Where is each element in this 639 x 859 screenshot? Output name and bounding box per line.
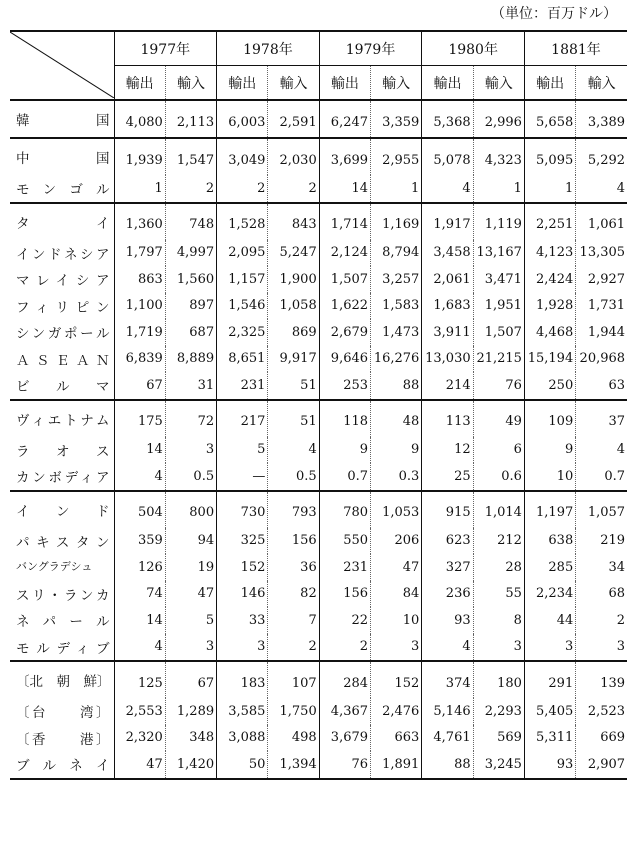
table-row [10,400,627,437]
import-header: 輸入 [268,66,319,101]
import-value: 1,560 [165,266,216,293]
export-value: 4,468 [524,319,575,346]
export-value: 118 [319,400,370,437]
export-value: 13,030 [422,346,473,373]
import-value: 1,944 [576,319,627,346]
year-header: 1978年 [217,31,320,66]
export-value: 1,939 [114,138,165,175]
export-value: 125 [114,661,165,698]
table-row [10,491,627,528]
import-value: 31 [165,372,216,400]
export-value: 2,061 [422,266,473,293]
export-value: 291 [524,661,575,698]
import-header: 輸入 [473,66,524,101]
table-row [10,319,627,346]
import-value: 3,245 [473,751,524,779]
import-value: 1,507 [473,319,524,346]
export-value: 231 [217,372,268,400]
table-row [10,346,627,373]
import-value: 21,215 [473,346,524,373]
import-value: 19 [165,554,216,581]
diagonal-line [10,32,114,98]
export-value: 15,194 [524,346,575,373]
import-value: 2,113 [165,100,216,138]
import-value: 8,794 [371,240,422,267]
corner-cell [10,31,114,100]
import-value: 51 [268,372,319,400]
import-value: 498 [268,725,319,752]
export-value: 5,311 [524,725,575,752]
export-value: 1,507 [319,266,370,293]
country-name: タ イ [10,203,114,240]
export-value: 109 [524,400,575,437]
import-value: 687 [165,319,216,346]
import-value: 2 [576,607,627,634]
export-value: 4 [114,463,165,491]
export-value: 33 [217,607,268,634]
import-value: 49 [473,400,524,437]
export-value: — [217,463,268,491]
export-value: 2,124 [319,240,370,267]
export-value: 3,585 [217,698,268,725]
export-value: 1,622 [319,293,370,320]
country-name: インドネシア [16,246,110,263]
export-value: 5,368 [422,100,473,138]
table-row [10,661,627,698]
export-value: 93 [422,607,473,634]
import-value: 180 [473,661,524,698]
export-value: 6,247 [319,100,370,138]
export-value: 1 [114,175,165,203]
export-value: 253 [319,372,370,400]
country-name: フィリピン [16,299,110,316]
table-row [10,437,627,464]
import-value: 8 [473,607,524,634]
import-value: 139 [576,661,627,698]
export-value: 93 [524,751,575,779]
import-value: 348 [165,725,216,752]
import-value: 76 [473,372,524,400]
country-name: パキスタン [16,534,110,551]
export-value: 4,080 [114,100,165,138]
export-value: 4,367 [319,698,370,725]
export-value: 6,839 [114,346,165,373]
export-value: 5 [217,437,268,464]
import-value: 1,900 [268,266,319,293]
export-value: 14 [114,607,165,634]
import-value: 55 [473,581,524,608]
import-value: 2 [165,175,216,203]
country-name: 〔香 港〕 [16,731,110,748]
import-value: 800 [165,491,216,528]
export-value: 6,003 [217,100,268,138]
table-row [10,581,627,608]
import-value: 4 [576,175,627,203]
export-value: 2,320 [114,725,165,752]
export-value: 1,100 [114,293,165,320]
export-value: 250 [524,372,575,400]
export-value: 4,123 [524,240,575,267]
import-value: 51 [268,400,319,437]
import-value: 748 [165,203,216,240]
import-value: 2,955 [371,138,422,175]
year-header-row [10,31,627,66]
country-name: ヴィエトナム [10,400,114,437]
table-row [10,372,627,400]
export-value: 2,095 [217,240,268,267]
export-value: 9 [524,437,575,464]
import-value: 63 [576,372,627,400]
country-name: 韓 国 [10,100,114,138]
export-value: 5,095 [524,138,575,175]
table-row [10,138,627,175]
import-value: 843 [268,203,319,240]
export-value: 4 [114,634,165,662]
import-value: 3,359 [371,100,422,138]
import-value: 88 [371,372,422,400]
export-value: 67 [114,372,165,400]
import-value: 663 [371,725,422,752]
export-value: 1,797 [114,240,165,267]
import-value: 1,951 [473,293,524,320]
import-value: 0.6 [473,463,524,491]
import-value: 2,293 [473,698,524,725]
export-value: 10 [524,463,575,491]
import-value: 219 [576,528,627,555]
export-value: 915 [422,491,473,528]
export-value: 730 [217,491,268,528]
import-value: 1,394 [268,751,319,779]
export-value: 1,528 [217,203,268,240]
export-value: 8,651 [217,346,268,373]
export-value: 3,679 [319,725,370,752]
export-value: 214 [422,372,473,400]
import-value: 2,030 [268,138,319,175]
import-value: 9 [371,437,422,464]
export-value: 14 [319,175,370,203]
import-value: 2 [268,175,319,203]
country-name: 〔台 湾〕 [16,705,110,722]
import-value: 1,750 [268,698,319,725]
export-value: 25 [422,463,473,491]
import-value: 0.5 [165,463,216,491]
country-name: モルディブ [16,640,110,657]
table-row [10,293,627,320]
import-value: 1,731 [576,293,627,320]
import-value: 4,997 [165,240,216,267]
export-value: 146 [217,581,268,608]
table-row [10,751,627,779]
export-value: 3,049 [217,138,268,175]
import-value: 28 [473,554,524,581]
import-value: 1,014 [473,491,524,528]
table-body [10,100,627,779]
export-header: 輸出 [422,66,473,101]
country-name: スリ・ランカ [16,587,110,604]
import-value: 8,889 [165,346,216,373]
import-value: 897 [165,293,216,320]
export-value: 44 [524,607,575,634]
table-row [10,528,627,555]
export-value: 12 [422,437,473,464]
export-value: 217 [217,400,268,437]
export-value: 1,197 [524,491,575,528]
import-value: 2,523 [576,698,627,725]
export-value: 1,714 [319,203,370,240]
export-value: 4,761 [422,725,473,752]
export-value: 1,719 [114,319,165,346]
import-value: 1 [473,175,524,203]
import-value: 48 [371,400,422,437]
export-header: 輸出 [319,66,370,101]
import-value: 67 [165,661,216,698]
import-value: 3 [165,634,216,662]
table-row [10,100,627,138]
import-value: 793 [268,491,319,528]
export-value: 3,088 [217,725,268,752]
table-row [10,554,627,581]
export-value: 152 [217,554,268,581]
import-value: 3 [165,437,216,464]
export-value: 76 [319,751,370,779]
import-value: 82 [268,581,319,608]
export-value: 284 [319,661,370,698]
export-value: 1,917 [422,203,473,240]
import-value: 37 [576,400,627,437]
export-value: 5,405 [524,698,575,725]
import-value: 869 [268,319,319,346]
import-value: 1,058 [268,293,319,320]
import-value: 1,119 [473,203,524,240]
import-value: 1,057 [576,491,627,528]
export-value: 2 [217,175,268,203]
import-value: 1,061 [576,203,627,240]
export-value: 1 [524,175,575,203]
country-name: イ ン ド [10,491,114,528]
export-value: 3,699 [319,138,370,175]
country-name: マレイシア [16,273,110,290]
export-value: 638 [524,528,575,555]
year-header: 1881年 [524,31,627,66]
export-value: 231 [319,554,370,581]
export-header: 輸出 [524,66,575,101]
import-header: 輸入 [165,66,216,101]
export-value: 359 [114,528,165,555]
export-value: 327 [422,554,473,581]
export-value: 325 [217,528,268,555]
import-value: 0.7 [576,463,627,491]
export-value: 4 [422,634,473,662]
export-value: 22 [319,607,370,634]
export-value: 623 [422,528,473,555]
import-value: 569 [473,725,524,752]
country-name: ブルネイ [16,758,110,775]
import-value: 2,476 [371,698,422,725]
export-value: 2,553 [114,698,165,725]
import-value: 5,247 [268,240,319,267]
export-value: 5,078 [422,138,473,175]
table-row [10,607,627,634]
import-value: 669 [576,725,627,752]
table-row [10,698,627,725]
country-name: バングラデシュ [16,560,93,574]
year-header: 1979年 [319,31,422,66]
export-value: 2,679 [319,319,370,346]
import-value: 10 [371,607,422,634]
import-value: 2,996 [473,100,524,138]
country-name: ビ ル マ [16,379,110,396]
import-header: 輸入 [576,66,627,101]
import-value: 4,323 [473,138,524,175]
export-header: 輸出 [217,66,268,101]
export-value: 3,911 [422,319,473,346]
year-header: 1980年 [422,31,525,66]
export-value: 550 [319,528,370,555]
import-value: 152 [371,661,422,698]
export-value: 2 [319,634,370,662]
import-value: 9,917 [268,346,319,373]
import-value: 72 [165,400,216,437]
import-value: 5 [165,607,216,634]
export-value: 47 [114,751,165,779]
import-value: 1,053 [371,491,422,528]
table-row [10,175,627,203]
import-value: 1,583 [371,293,422,320]
export-value: 5,146 [422,698,473,725]
export-value: 1,683 [422,293,473,320]
export-value: 50 [217,751,268,779]
import-value: 5,292 [576,138,627,175]
export-value: 175 [114,400,165,437]
import-value: 84 [371,581,422,608]
import-value: 13,305 [576,240,627,267]
export-value: 4 [422,175,473,203]
export-value: 183 [217,661,268,698]
import-value: 2 [268,634,319,662]
import-value: 47 [371,554,422,581]
table-row [10,634,627,662]
import-value: 7 [268,607,319,634]
import-value: 68 [576,581,627,608]
trade-table [10,30,627,780]
import-value: 3,257 [371,266,422,293]
import-value: 212 [473,528,524,555]
import-value: 3,471 [473,266,524,293]
import-value: 2,927 [576,266,627,293]
export-value: 2,325 [217,319,268,346]
country-name: 中 国 [10,138,114,175]
export-value: 9,646 [319,346,370,373]
import-value: 47 [165,581,216,608]
export-value: 3,458 [422,240,473,267]
export-value: 236 [422,581,473,608]
export-value: 156 [319,581,370,608]
export-value: 14 [114,437,165,464]
export-header: 輸出 [114,66,165,101]
export-value: 2,234 [524,581,575,608]
year-header: 1977年 [114,31,217,66]
export-value: 2,251 [524,203,575,240]
table-row [10,203,627,240]
country-name: ネ パ ー ル [16,614,110,631]
country-name: シンガポール [16,326,110,343]
import-value: 1 [371,175,422,203]
import-header: 輸入 [371,66,422,101]
export-value: 126 [114,554,165,581]
export-value: 3 [217,634,268,662]
import-value: 3,389 [576,100,627,138]
import-value: 1,473 [371,319,422,346]
export-value: 9 [319,437,370,464]
import-value: 0.3 [371,463,422,491]
country-name: ラ オ ス [16,443,110,460]
export-value: 5,658 [524,100,575,138]
export-value: 504 [114,491,165,528]
table-row [10,266,627,293]
export-value: 113 [422,400,473,437]
country-name: 〔北 朝 鮮〕 [10,661,114,698]
country-name: モンゴル [16,182,110,199]
import-value: 2,591 [268,100,319,138]
table-row [10,463,627,491]
unit-note: （単位：百万ドル） [491,6,617,22]
import-value: 94 [165,528,216,555]
import-value: 3 [576,634,627,662]
table-row [10,240,627,267]
import-value: 34 [576,554,627,581]
import-value: 206 [371,528,422,555]
import-value: 16,276 [371,346,422,373]
export-value: 0.7 [319,463,370,491]
import-value: 4 [268,437,319,464]
export-value: 780 [319,491,370,528]
export-value: 1,928 [524,293,575,320]
import-value: 1,420 [165,751,216,779]
table-row [10,725,627,752]
export-value: 88 [422,751,473,779]
import-value: 3 [371,634,422,662]
import-value: 1,891 [371,751,422,779]
export-value: 1,546 [217,293,268,320]
import-value: 13,167 [473,240,524,267]
export-value: 1,157 [217,266,268,293]
export-value: 285 [524,554,575,581]
import-value: 1,289 [165,698,216,725]
import-value: 4 [576,437,627,464]
import-value: 156 [268,528,319,555]
import-value: 0.5 [268,463,319,491]
import-value: 1,169 [371,203,422,240]
export-value: 74 [114,581,165,608]
import-value: 36 [268,554,319,581]
import-value: 107 [268,661,319,698]
export-value: 374 [422,661,473,698]
import-value: 6 [473,437,524,464]
country-name: ＡＳＥＡＮ [16,352,110,369]
import-value: 2,907 [576,751,627,779]
export-value: 863 [114,266,165,293]
import-value: 1,547 [165,138,216,175]
export-value: 1,360 [114,203,165,240]
import-value: 20,968 [576,346,627,373]
country-name: カンボディア [16,470,110,487]
export-value: 3 [524,634,575,662]
import-value: 3 [473,634,524,662]
export-value: 2,424 [524,266,575,293]
